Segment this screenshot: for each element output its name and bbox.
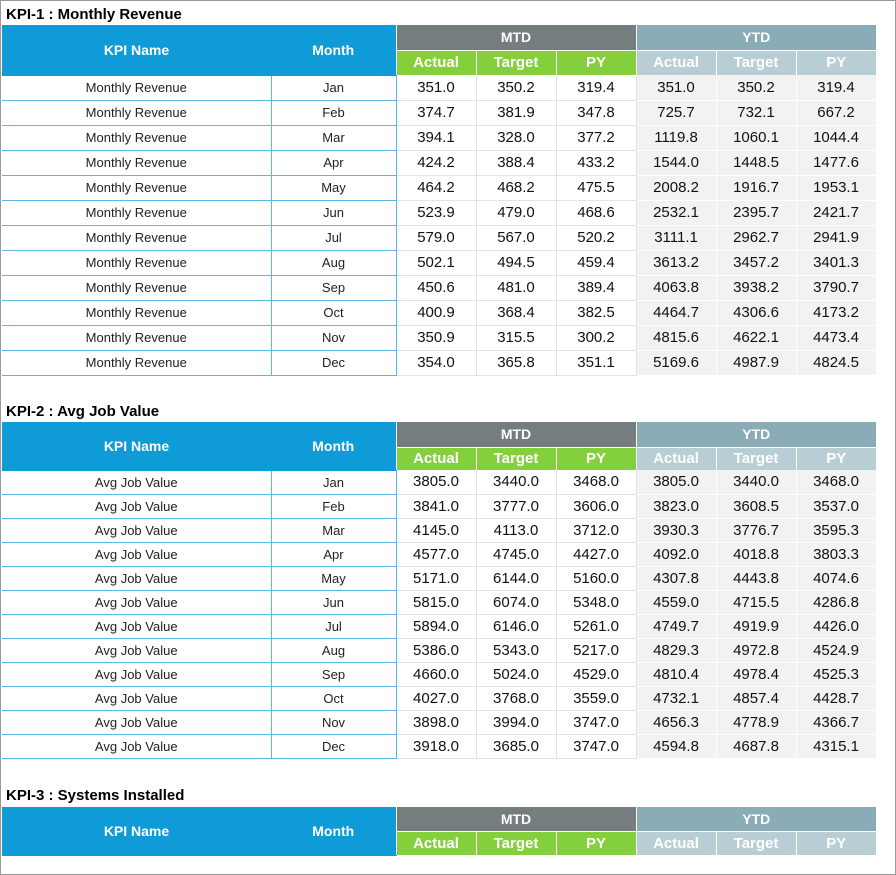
ytd-py-cell[interactable]: 3803.3	[796, 542, 876, 566]
mtd-target-cell[interactable]: 479.0	[476, 200, 556, 225]
ytd-actual-cell[interactable]: 3805.0	[636, 470, 716, 494]
mtd-target-cell[interactable]: 567.0	[476, 225, 556, 250]
ytd-actual-cell[interactable]: 4732.1	[636, 686, 716, 710]
kpi-name-cell[interactable]: Monthly Revenue	[2, 325, 271, 350]
ytd-target-cell[interactable]: 4443.8	[716, 566, 796, 590]
month-header[interactable]: Month	[271, 807, 396, 855]
month-cell[interactable]: Jun	[271, 590, 396, 614]
table-row	[2, 300, 876, 325]
month-cell[interactable]: Oct	[271, 686, 396, 710]
month-cell[interactable]: Apr	[271, 542, 396, 566]
ytd-actual-cell[interactable]: 4092.0	[636, 542, 716, 566]
kpi-1-title: KPI-1 : Monthly Revenue	[6, 6, 182, 23]
ytd-actual-cell[interactable]: 1119.8	[636, 125, 716, 150]
mtd-target-cell[interactable]: 494.5	[476, 250, 556, 275]
ytd-actual-cell[interactable]: 4749.7	[636, 614, 716, 638]
kpi-name-header[interactable]: KPI Name	[2, 422, 271, 470]
ytd-actual-cell[interactable]: 2008.2	[636, 175, 716, 200]
month-cell[interactable]: Nov	[271, 710, 396, 734]
ytd-target-header[interactable]: Target	[716, 447, 796, 470]
mtd-py-cell[interactable]: 377.2	[556, 125, 636, 150]
mtd-actual-cell[interactable]: 5894.0	[396, 614, 476, 638]
mtd-actual-cell[interactable]: 5171.0	[396, 566, 476, 590]
mtd-py-cell[interactable]: 5217.0	[556, 638, 636, 662]
mtd-target-cell[interactable]: 388.4	[476, 150, 556, 175]
ytd-actual-cell[interactable]: 4307.8	[636, 566, 716, 590]
mtd-py-cell[interactable]: 3559.0	[556, 686, 636, 710]
ytd-py-cell[interactable]: 3595.3	[796, 518, 876, 542]
kpi-name-cell[interactable]: Monthly Revenue	[2, 100, 271, 125]
month-cell[interactable]: Aug	[271, 250, 396, 275]
kpi-name-cell[interactable]: Avg Job Value	[2, 542, 271, 566]
ytd-target-cell[interactable]: 2395.7	[716, 200, 796, 225]
mtd-actual-cell[interactable]: 4145.0	[396, 518, 476, 542]
mtd-header[interactable]: MTD	[396, 25, 636, 50]
table-row	[2, 200, 876, 225]
ytd-actual-cell[interactable]: 3613.2	[636, 250, 716, 275]
mtd-py-cell[interactable]: 300.2	[556, 325, 636, 350]
table-row	[2, 662, 876, 686]
ytd-target-header[interactable]: Target	[716, 831, 796, 855]
mtd-py-header[interactable]: PY	[556, 447, 636, 470]
mtd-target-cell[interactable]: 3777.0	[476, 494, 556, 518]
table-row	[2, 638, 876, 662]
mtd-actual-cell[interactable]: 3841.0	[396, 494, 476, 518]
ytd-actual-cell[interactable]: 351.0	[636, 75, 716, 100]
month-cell[interactable]: Nov	[271, 325, 396, 350]
kpi-3-table	[2, 807, 876, 856]
ytd-target-cell[interactable]: 3457.2	[716, 250, 796, 275]
ytd-actual-cell[interactable]: 4594.8	[636, 734, 716, 758]
ytd-actual-cell[interactable]: 3823.0	[636, 494, 716, 518]
mtd-py-cell[interactable]: 459.4	[556, 250, 636, 275]
ytd-actual-cell[interactable]: 4559.0	[636, 590, 716, 614]
mtd-actual-cell[interactable]: 502.1	[396, 250, 476, 275]
kpi-name-header[interactable]: KPI Name	[2, 807, 271, 855]
ytd-actual-cell[interactable]: 1544.0	[636, 150, 716, 175]
mtd-py-cell[interactable]: 433.2	[556, 150, 636, 175]
ytd-py-cell[interactable]: 4525.3	[796, 662, 876, 686]
mtd-target-cell[interactable]: 381.9	[476, 100, 556, 125]
mtd-actual-cell[interactable]: 374.7	[396, 100, 476, 125]
mtd-target-cell[interactable]: 468.2	[476, 175, 556, 200]
mtd-target-cell[interactable]: 4113.0	[476, 518, 556, 542]
mtd-target-cell[interactable]: 365.8	[476, 350, 556, 375]
ytd-target-cell[interactable]: 3776.7	[716, 518, 796, 542]
mtd-target-cell[interactable]: 3994.0	[476, 710, 556, 734]
mtd-header[interactable]: MTD	[396, 422, 636, 447]
ytd-header[interactable]: YTD	[636, 807, 876, 831]
kpi-name-cell[interactable]: Avg Job Value	[2, 686, 271, 710]
mtd-target-cell[interactable]: 368.4	[476, 300, 556, 325]
ytd-py-cell[interactable]: 4366.7	[796, 710, 876, 734]
ytd-target-cell[interactable]: 4778.9	[716, 710, 796, 734]
mtd-actual-cell[interactable]: 5815.0	[396, 590, 476, 614]
mtd-actual-cell[interactable]: 523.9	[396, 200, 476, 225]
mtd-py-cell[interactable]: 5261.0	[556, 614, 636, 638]
mtd-target-header[interactable]: Target	[476, 831, 556, 855]
ytd-py-cell[interactable]: 4824.5	[796, 350, 876, 375]
mtd-py-cell[interactable]: 389.4	[556, 275, 636, 300]
mtd-py-cell[interactable]: 5348.0	[556, 590, 636, 614]
table-row	[2, 734, 876, 758]
table-row	[2, 150, 876, 175]
ytd-target-cell[interactable]: 4715.5	[716, 590, 796, 614]
ytd-target-cell[interactable]: 3440.0	[716, 470, 796, 494]
table-row	[2, 494, 876, 518]
table-row	[2, 686, 876, 710]
ytd-py-cell[interactable]: 1044.4	[796, 125, 876, 150]
ytd-actual-cell[interactable]: 4815.6	[636, 325, 716, 350]
mtd-py-cell[interactable]: 3712.0	[556, 518, 636, 542]
kpi-name-cell[interactable]: Monthly Revenue	[2, 125, 271, 150]
ytd-actual-cell[interactable]: 4810.4	[636, 662, 716, 686]
mtd-target-cell[interactable]: 3440.0	[476, 470, 556, 494]
ytd-target-cell[interactable]: 2962.7	[716, 225, 796, 250]
ytd-py-cell[interactable]: 1953.1	[796, 175, 876, 200]
table-row	[2, 125, 876, 150]
mtd-py-cell[interactable]: 382.5	[556, 300, 636, 325]
mtd-py-cell[interactable]: 4427.0	[556, 542, 636, 566]
mtd-target-cell[interactable]: 3768.0	[476, 686, 556, 710]
mtd-actual-cell[interactable]: 3918.0	[396, 734, 476, 758]
kpi-2-title: KPI-2 : Avg Job Value	[6, 403, 160, 420]
ytd-actual-cell[interactable]: 4464.7	[636, 300, 716, 325]
month-cell[interactable]: Jun	[271, 200, 396, 225]
kpi-name-cell[interactable]: Monthly Revenue	[2, 275, 271, 300]
month-cell[interactable]: Jan	[271, 75, 396, 100]
mtd-target-cell[interactable]: 5024.0	[476, 662, 556, 686]
month-cell[interactable]: Jul	[271, 614, 396, 638]
mtd-actual-cell[interactable]: 579.0	[396, 225, 476, 250]
ytd-actual-cell[interactable]: 4656.3	[636, 710, 716, 734]
mtd-py-cell[interactable]: 520.2	[556, 225, 636, 250]
ytd-target-cell[interactable]: 4978.4	[716, 662, 796, 686]
ytd-py-cell[interactable]: 4428.7	[796, 686, 876, 710]
ytd-py-cell[interactable]: 4426.0	[796, 614, 876, 638]
mtd-header[interactable]: MTD	[396, 807, 636, 831]
mtd-actual-cell[interactable]: 4660.0	[396, 662, 476, 686]
kpi-name-cell[interactable]: Avg Job Value	[2, 710, 271, 734]
kpi-name-cell[interactable]: Avg Job Value	[2, 566, 271, 590]
mtd-target-cell[interactable]: 328.0	[476, 125, 556, 150]
kpi-name-cell[interactable]: Monthly Revenue	[2, 175, 271, 200]
ytd-target-header[interactable]: Target	[716, 50, 796, 75]
month-cell[interactable]: Dec	[271, 734, 396, 758]
ytd-target-cell[interactable]: 4687.8	[716, 734, 796, 758]
ytd-target-cell[interactable]: 4306.6	[716, 300, 796, 325]
kpi-name-cell[interactable]: Avg Job Value	[2, 662, 271, 686]
table-row	[2, 614, 876, 638]
ytd-py-header[interactable]: PY	[796, 447, 876, 470]
kpi-name-cell[interactable]: Avg Job Value	[2, 494, 271, 518]
kpi-name-cell[interactable]: Avg Job Value	[2, 638, 271, 662]
ytd-actual-cell[interactable]: 5169.6	[636, 350, 716, 375]
ytd-py-cell[interactable]: 4286.8	[796, 590, 876, 614]
ytd-actual-cell[interactable]: 4063.8	[636, 275, 716, 300]
mtd-py-cell[interactable]: 3747.0	[556, 734, 636, 758]
kpi-2-table	[2, 422, 877, 759]
kpi-name-cell[interactable]: Monthly Revenue	[2, 225, 271, 250]
ytd-target-cell[interactable]: 4919.9	[716, 614, 796, 638]
table-row	[2, 275, 876, 300]
ytd-target-cell[interactable]: 1448.5	[716, 150, 796, 175]
mtd-target-header[interactable]: Target	[476, 447, 556, 470]
ytd-header[interactable]: YTD	[636, 25, 876, 50]
mtd-py-cell[interactable]: 347.8	[556, 100, 636, 125]
ytd-actual-header[interactable]: Actual	[636, 50, 716, 75]
ytd-py-cell[interactable]: 3537.0	[796, 494, 876, 518]
month-cell[interactable]: Dec	[271, 350, 396, 375]
kpi-1-table	[2, 25, 877, 376]
mtd-target-cell[interactable]: 3685.0	[476, 734, 556, 758]
mtd-target-cell[interactable]: 315.5	[476, 325, 556, 350]
ytd-py-cell[interactable]: 3401.3	[796, 250, 876, 275]
mtd-py-cell[interactable]: 5160.0	[556, 566, 636, 590]
mtd-actual-cell[interactable]: 354.0	[396, 350, 476, 375]
mtd-py-cell[interactable]: 475.5	[556, 175, 636, 200]
ytd-target-cell[interactable]: 1060.1	[716, 125, 796, 150]
ytd-target-cell[interactable]: 4972.8	[716, 638, 796, 662]
ytd-actual-cell[interactable]: 2532.1	[636, 200, 716, 225]
mtd-py-header[interactable]: PY	[556, 831, 636, 855]
ytd-actual-header[interactable]: Actual	[636, 831, 716, 855]
table-row	[2, 325, 876, 350]
kpi-name-cell[interactable]: Monthly Revenue	[2, 300, 271, 325]
ytd-target-cell[interactable]: 4857.4	[716, 686, 796, 710]
kpi-name-cell[interactable]: Monthly Revenue	[2, 250, 271, 275]
ytd-actual-header[interactable]: Actual	[636, 447, 716, 470]
ytd-py-cell[interactable]: 319.4	[796, 75, 876, 100]
month-cell[interactable]: Apr	[271, 150, 396, 175]
kpi-name-cell[interactable]: Avg Job Value	[2, 518, 271, 542]
table-row	[2, 250, 876, 275]
ytd-actual-cell[interactable]: 3930.3	[636, 518, 716, 542]
mtd-actual-header[interactable]: Actual	[396, 50, 476, 75]
ytd-py-cell[interactable]: 1477.6	[796, 150, 876, 175]
mtd-target-cell[interactable]: 4745.0	[476, 542, 556, 566]
ytd-target-cell[interactable]: 4987.9	[716, 350, 796, 375]
mtd-py-cell[interactable]: 3468.0	[556, 470, 636, 494]
mtd-py-cell[interactable]: 3747.0	[556, 710, 636, 734]
mtd-target-header[interactable]: Target	[476, 50, 556, 75]
ytd-target-cell[interactable]: 3938.2	[716, 275, 796, 300]
kpi-name-cell[interactable]: Monthly Revenue	[2, 350, 271, 375]
mtd-py-header[interactable]: PY	[556, 50, 636, 75]
mtd-actual-cell[interactable]: 4577.0	[396, 542, 476, 566]
table-row	[2, 175, 876, 200]
kpi-name-header[interactable]: KPI Name	[2, 25, 271, 75]
ytd-py-cell[interactable]: 3468.0	[796, 470, 876, 494]
month-cell[interactable]: Sep	[271, 662, 396, 686]
ytd-target-cell[interactable]: 732.1	[716, 100, 796, 125]
mtd-actual-cell[interactable]: 464.2	[396, 175, 476, 200]
mtd-actual-cell[interactable]: 350.9	[396, 325, 476, 350]
kpi-name-cell[interactable]: Avg Job Value	[2, 470, 271, 494]
kpi-name-cell[interactable]: Avg Job Value	[2, 734, 271, 758]
month-cell[interactable]: Feb	[271, 494, 396, 518]
ytd-py-header[interactable]: PY	[796, 831, 876, 855]
mtd-py-cell[interactable]: 468.6	[556, 200, 636, 225]
mtd-actual-header[interactable]: Actual	[396, 447, 476, 470]
ytd-py-cell[interactable]: 4173.2	[796, 300, 876, 325]
ytd-py-cell[interactable]: 4315.1	[796, 734, 876, 758]
ytd-py-cell[interactable]: 667.2	[796, 100, 876, 125]
mtd-py-cell[interactable]: 4529.0	[556, 662, 636, 686]
month-cell[interactable]: Oct	[271, 300, 396, 325]
kpi-3-title: KPI-3 : Systems Installed	[6, 787, 185, 804]
table-row	[2, 225, 876, 250]
month-cell[interactable]: May	[271, 566, 396, 590]
kpi-name-cell[interactable]: Monthly Revenue	[2, 150, 271, 175]
month-cell[interactable]: Aug	[271, 638, 396, 662]
month-header[interactable]: Month	[271, 25, 396, 75]
mtd-actual-cell[interactable]: 394.1	[396, 125, 476, 150]
mtd-py-cell[interactable]: 351.1	[556, 350, 636, 375]
mtd-actual-cell[interactable]: 424.2	[396, 150, 476, 175]
mtd-target-cell[interactable]: 481.0	[476, 275, 556, 300]
month-cell[interactable]: Mar	[271, 125, 396, 150]
mtd-target-cell[interactable]: 350.2	[476, 75, 556, 100]
mtd-actual-cell[interactable]: 3805.0	[396, 470, 476, 494]
kpi-name-cell[interactable]: Monthly Revenue	[2, 200, 271, 225]
month-cell[interactable]: Jul	[271, 225, 396, 250]
table-row	[2, 518, 876, 542]
mtd-actual-cell[interactable]: 5386.0	[396, 638, 476, 662]
ytd-py-cell[interactable]: 2421.7	[796, 200, 876, 225]
ytd-actual-cell[interactable]: 4829.3	[636, 638, 716, 662]
kpi-name-cell[interactable]: Avg Job Value	[2, 614, 271, 638]
ytd-py-cell[interactable]: 2941.9	[796, 225, 876, 250]
month-cell[interactable]: Jan	[271, 470, 396, 494]
mtd-target-cell[interactable]: 6074.0	[476, 590, 556, 614]
kpi-name-cell[interactable]: Monthly Revenue	[2, 75, 271, 100]
ytd-py-header[interactable]: PY	[796, 50, 876, 75]
mtd-target-cell[interactable]: 6146.0	[476, 614, 556, 638]
table-row	[2, 470, 876, 494]
month-cell[interactable]: May	[271, 175, 396, 200]
ytd-header[interactable]: YTD	[636, 422, 876, 447]
mtd-target-cell[interactable]: 5343.0	[476, 638, 556, 662]
mtd-target-cell[interactable]: 6144.0	[476, 566, 556, 590]
ytd-py-cell[interactable]: 4524.9	[796, 638, 876, 662]
ytd-target-cell[interactable]: 350.2	[716, 75, 796, 100]
mtd-actual-header[interactable]: Actual	[396, 831, 476, 855]
month-cell[interactable]: Feb	[271, 100, 396, 125]
ytd-py-cell[interactable]: 4074.6	[796, 566, 876, 590]
ytd-py-cell[interactable]: 4473.4	[796, 325, 876, 350]
table-row	[2, 542, 876, 566]
table-row	[2, 710, 876, 734]
mtd-actual-cell[interactable]: 450.6	[396, 275, 476, 300]
ytd-actual-cell[interactable]: 3111.1	[636, 225, 716, 250]
kpi-name-cell[interactable]: Avg Job Value	[2, 590, 271, 614]
table-row	[2, 350, 876, 375]
ytd-target-cell[interactable]: 3608.5	[716, 494, 796, 518]
ytd-target-cell[interactable]: 4622.1	[716, 325, 796, 350]
month-cell[interactable]: Sep	[271, 275, 396, 300]
mtd-actual-cell[interactable]: 4027.0	[396, 686, 476, 710]
month-header[interactable]: Month	[271, 422, 396, 470]
ytd-target-cell[interactable]: 4018.8	[716, 542, 796, 566]
month-cell[interactable]: Mar	[271, 518, 396, 542]
mtd-py-cell[interactable]: 319.4	[556, 75, 636, 100]
mtd-py-cell[interactable]: 3606.0	[556, 494, 636, 518]
mtd-actual-cell[interactable]: 351.0	[396, 75, 476, 100]
ytd-target-cell[interactable]: 1916.7	[716, 175, 796, 200]
mtd-actual-cell[interactable]: 400.9	[396, 300, 476, 325]
ytd-py-cell[interactable]: 3790.7	[796, 275, 876, 300]
table-row	[2, 75, 876, 100]
table-row	[2, 566, 876, 590]
table-row	[2, 590, 876, 614]
mtd-actual-cell[interactable]: 3898.0	[396, 710, 476, 734]
ytd-actual-cell[interactable]: 725.7	[636, 100, 716, 125]
table-row	[2, 100, 876, 125]
